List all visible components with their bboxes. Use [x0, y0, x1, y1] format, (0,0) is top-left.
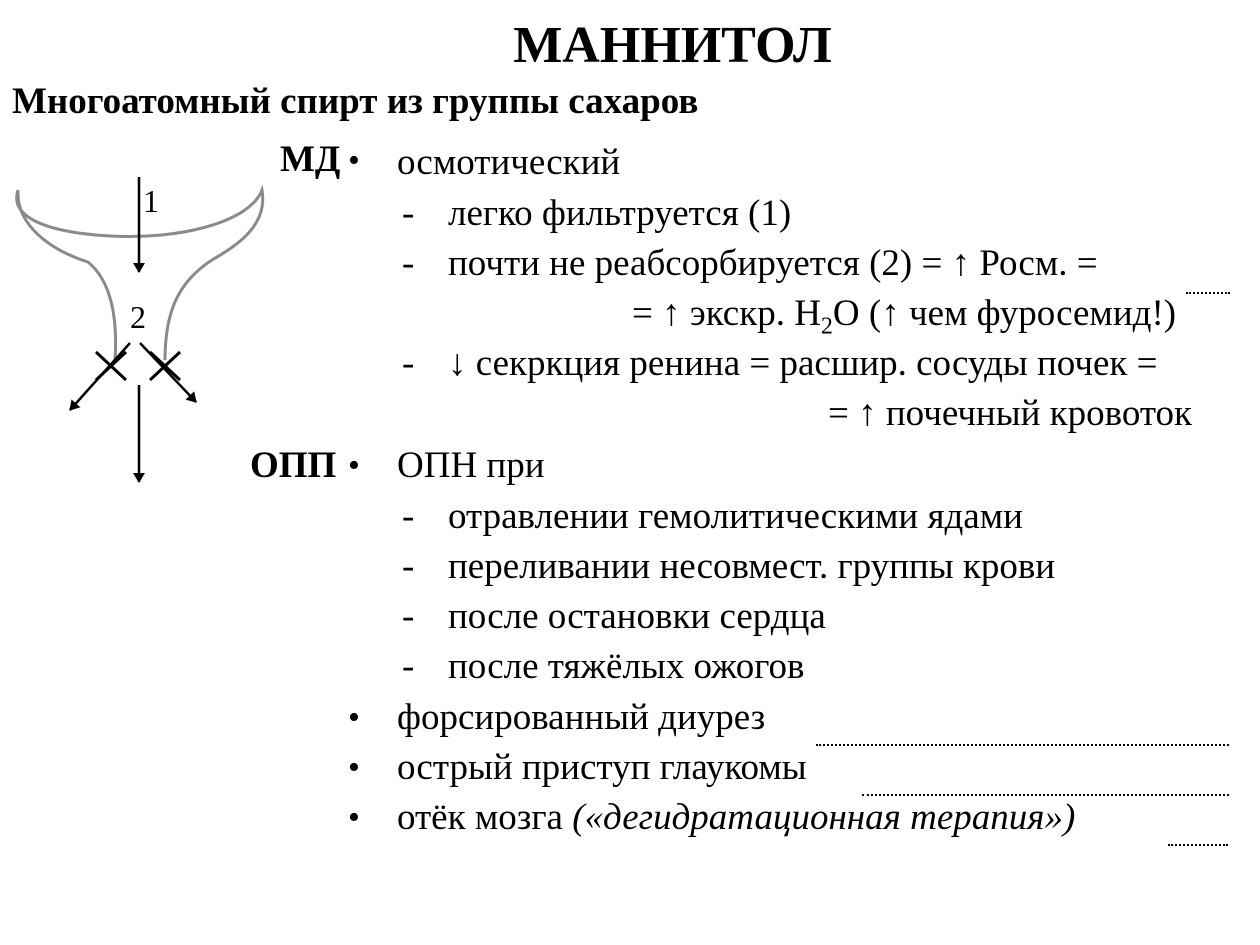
dash: - [402, 193, 415, 234]
page-subtitle: Многоатомный спирт из группы сахаров [12, 81, 699, 122]
opp-main: ОПН при [397, 445, 545, 486]
bullet: • [348, 749, 360, 786]
reabsorption-right-arrow [140, 343, 196, 402]
md-item-2: почти не реабсорбируется (2) = ↑ Росм. = [448, 243, 1098, 284]
brain-edema-text: отёк мозга [397, 797, 573, 838]
indication-glaucoma: острый приступ глаукомы [397, 747, 807, 788]
md-item-1: легко фильтруется (1) [448, 193, 792, 234]
md-main: осмотический [397, 142, 621, 183]
dash: - [402, 646, 415, 687]
page-title: МАННИТОЛ [513, 17, 832, 74]
md-continuation-2: = ↑ почечный кровоток [828, 393, 1193, 434]
md-cont1-pre: = ↑ экскр. H [632, 293, 821, 334]
dash: - [402, 546, 415, 587]
bullet: • [348, 447, 360, 484]
bullet: • [348, 699, 360, 736]
diagram-label-1: 1 [143, 183, 159, 219]
dotted-leader [1186, 281, 1230, 299]
dash: - [402, 243, 415, 284]
md-label: МД [280, 139, 341, 180]
opp-item-3: после остановки сердца [448, 596, 826, 637]
opp-label: ОПП [250, 445, 337, 486]
md-item-3: ↓ секркция ренина = расшир. сосуды почек = [448, 343, 1158, 384]
dotted-leader [1168, 833, 1228, 851]
opp-item-4: после тяжёлых ожогов [448, 646, 805, 687]
opp-item-1: отравлении гемолитическими ядами [448, 496, 1023, 537]
bullet: • [348, 799, 360, 836]
nephron-diagram [0, 0, 300, 500]
bullet: • [348, 142, 360, 179]
md-continuation-1 [632, 292, 1176, 340]
dash: - [402, 343, 415, 384]
dash: - [402, 496, 415, 537]
md-cont1-sub: 2 [820, 313, 833, 340]
dash: - [402, 596, 415, 637]
dotted-leader [816, 733, 1229, 751]
indication-brain-edema [397, 796, 1075, 839]
dehydration-therapy-text: («дегидратационная терапия») [572, 797, 1076, 838]
indication-forced-diuresis: форсированный диурез [397, 697, 766, 738]
md-cont1-post: O (↑ чем фуросемид!) [832, 293, 1177, 334]
opp-item-2: переливании несовмест. группы крови [448, 546, 1056, 587]
diagram-label-2: 2 [130, 299, 146, 335]
